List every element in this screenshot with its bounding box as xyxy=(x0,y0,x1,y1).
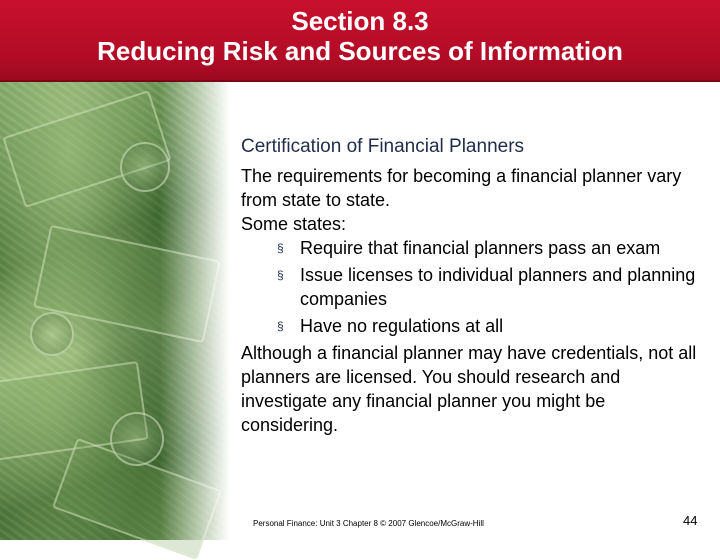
closing-paragraph: Although a financial planner may have credentials, not all planners are licensed. You should research and investigate any financial planner you might be considering. xyxy=(241,343,697,435)
slide-body xyxy=(241,134,701,437)
bullet-text: Issue licenses to individual planners and planning companies xyxy=(300,265,696,309)
bullet-marker-icon: § xyxy=(277,319,284,333)
bullet-list xyxy=(241,236,701,338)
treasury-seal-icon xyxy=(30,312,74,356)
slide-header xyxy=(0,0,720,82)
bullet-item xyxy=(277,236,701,260)
bullet-item xyxy=(277,314,701,338)
slide-title-line-1: Section 8.3 xyxy=(291,6,429,36)
bullet-text: Have no regulations at all xyxy=(300,316,504,336)
sidebar-fade xyxy=(160,82,230,540)
slide-title-line-2: Reducing Risk and Sources of Information xyxy=(97,36,623,66)
bullet-marker-icon: § xyxy=(277,241,284,255)
bullet-text: Require that financial planners pass an exam xyxy=(300,238,661,258)
intro-lead-in: Some states: xyxy=(241,214,347,234)
intro-paragraph: The requirements for becoming a financial planner vary from state to state. xyxy=(241,166,682,210)
page-number: 44 xyxy=(683,513,698,528)
money-collage-image xyxy=(0,82,230,540)
bullet-marker-icon: § xyxy=(277,268,284,282)
treasury-seal-icon xyxy=(110,412,164,466)
slide-subtitle: Certification of Financial Planners xyxy=(241,136,525,157)
bullet-item xyxy=(277,263,701,311)
footer-credit: Personal Finance: Unit 3 Chapter 8 © 2007 Glencoe/McGraw-Hill xyxy=(253,519,484,528)
